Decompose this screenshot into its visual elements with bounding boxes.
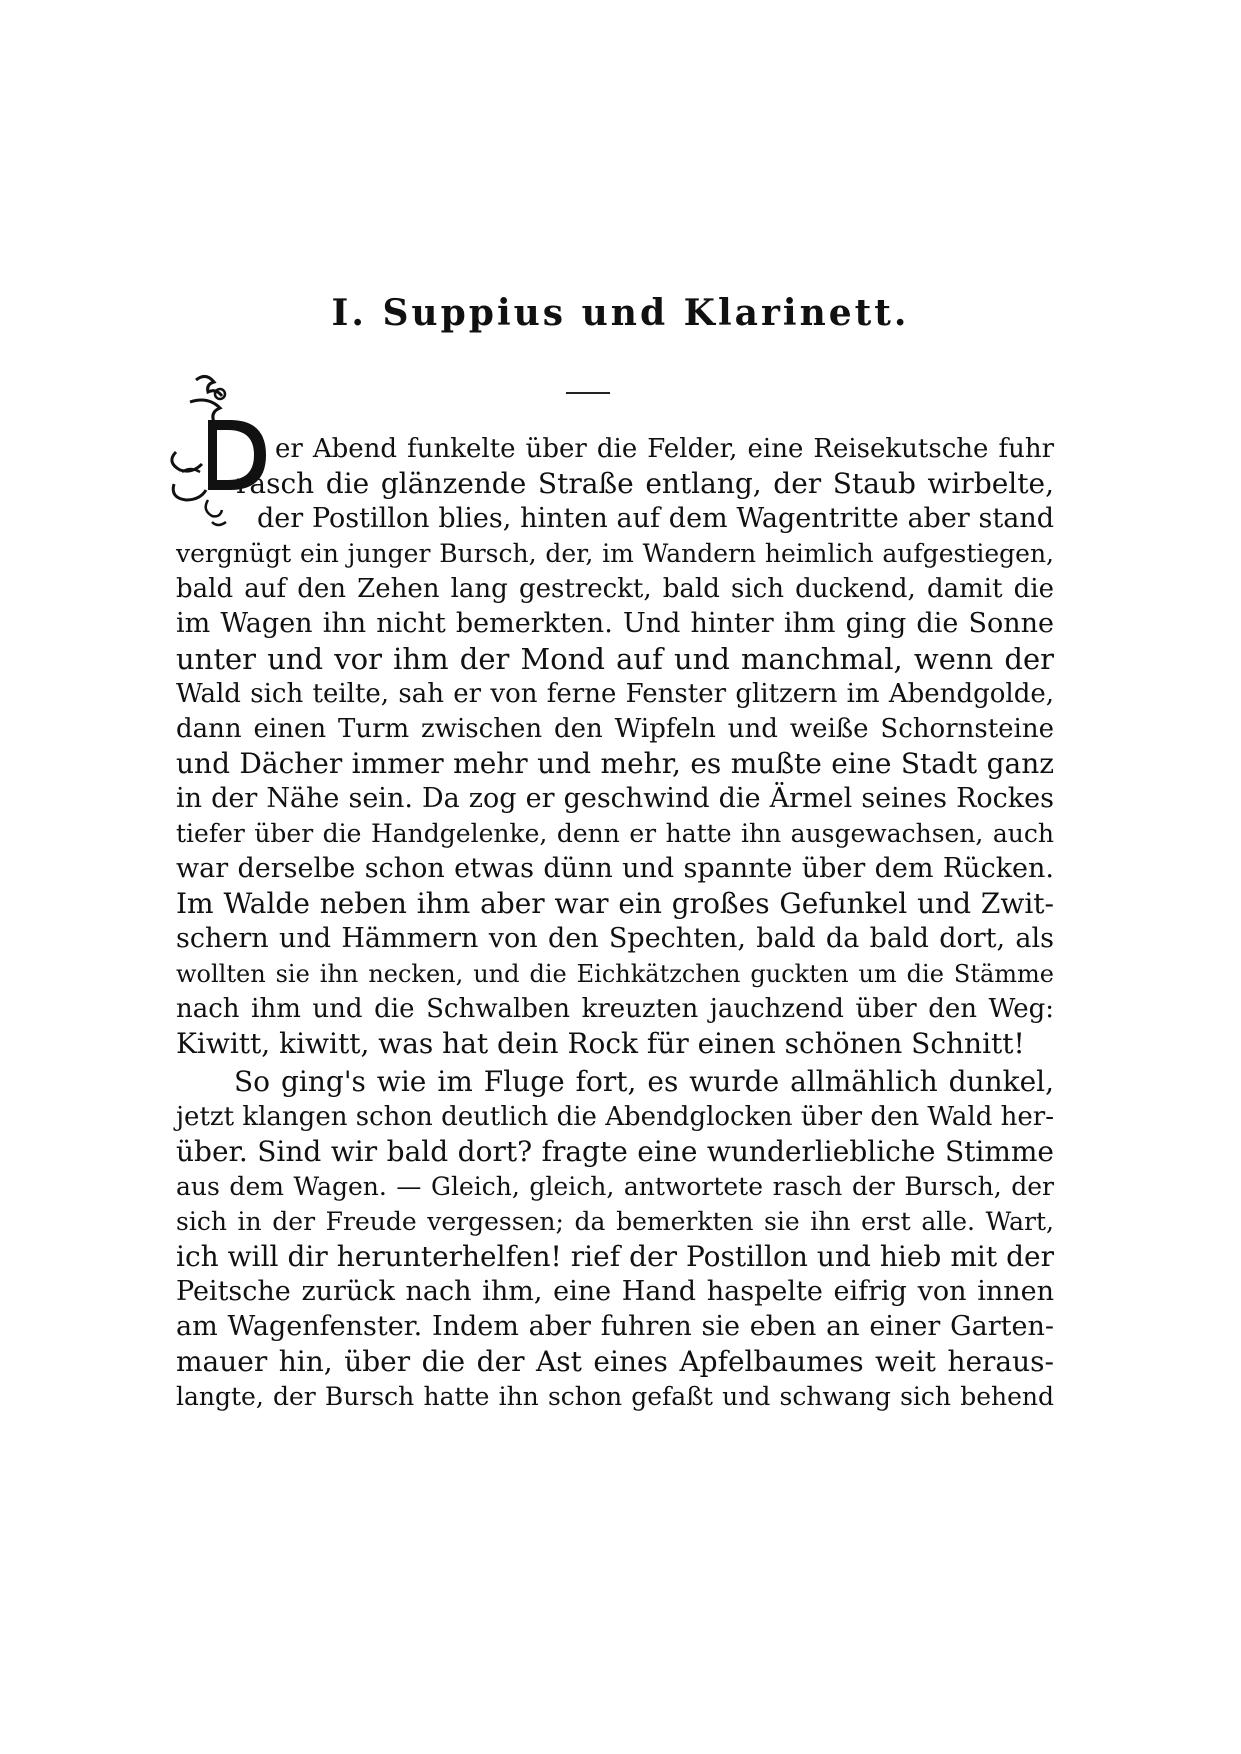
text-line: Wald sich teilte, sah er von ferne Fenster glitzern im Abendgolde, <box>176 679 1054 709</box>
text-line: So ging's wie im Fluge fort, es wurde allmählich dunkel, <box>234 1065 1054 1098</box>
text-line: Kiwitt, kiwitt, was hat dein Rock für einen schönen Schnitt! <box>176 1027 1025 1060</box>
ornamental-initial-d-icon <box>168 372 268 537</box>
text-line: in der Nähe sein. Da zog er geschwind die Ärmel seines Rockes <box>176 783 1054 814</box>
text-line: ich will dir herunterhelfen! rief der Postillon und hieb mit der <box>176 1240 1054 1273</box>
title-rule <box>566 392 610 394</box>
text-line: der Postillon blies, hinten auf dem Wagentritte aber stand <box>257 503 1054 534</box>
chapter-title: I. Suppius und Klarinett. <box>331 292 910 334</box>
text-line: rasch die glänzende Straße entlang, der Staub wirbelte, <box>236 467 1054 500</box>
text-line: schern und Hämmern von den Spechten, bald da bald dort, als <box>176 923 1054 954</box>
text-line: jetzt klangen schon deutlich die Abendglocken über den Wald her- <box>176 1102 1054 1132</box>
text-line: vergnügt ein junger Bursch, der, im Wandern heimlich aufgestiegen, <box>176 539 1054 568</box>
text-line: er Abend funkelte über die Felder, eine Reisekutsche fuhr <box>275 434 1054 464</box>
text-line: nach ihm und die Schwalben kreuzten jauchzend über den Weg: <box>176 994 1054 1024</box>
text-line: wollten sie ihn necken, und die Eichkätzchen guckten um die Stämme <box>176 960 1054 988</box>
text-line: am Wagenfenster. Indem aber fuhren sie eben an einer Garten- <box>176 1311 1054 1342</box>
text-line: über. Sind wir bald dort? fragte eine wunderliebliche Stimme <box>176 1135 1054 1168</box>
text-line: aus dem Wagen. — Gleich, gleich, antwortete rasch der Bursch, der <box>176 1172 1054 1201</box>
text-line: Peitsche zurück nach ihm, eine Hand haspelte eifrig von innen <box>176 1276 1054 1307</box>
text-line: sich in der Freude vergessen; da bemerkten sie ihn erst alle. Wart, <box>176 1207 1054 1236</box>
text-line: dann einen Turm zwischen den Wipfeln und weiße Schornsteine <box>176 714 1054 744</box>
text-line: Im Walde neben ihm aber war ein großes Gefunkel und Zwit- <box>176 887 1054 920</box>
text-line: langte, der Bursch hatte ihn schon gefaßt und schwang sich behend <box>176 1382 1054 1411</box>
text-line: tiefer über die Handgelenke, denn er hatte ihn ausgewachsen, auch <box>176 819 1054 848</box>
text-line: bald auf den Zehen lang gestreckt, bald sich duckend, damit die <box>176 574 1054 604</box>
text-line: mauer hin, über die der Ast eines Apfelbaumes weit heraus- <box>176 1345 1054 1378</box>
text-line: unter und vor ihm der Mond auf und manchmal, wenn der <box>176 642 1054 676</box>
text-line: war derselbe schon etwas dünn und spannte über dem Rücken. <box>176 853 1054 884</box>
text-line: im Wagen ihn nicht bemerkten. Und hinter ihm ging die Sonne <box>176 608 1054 639</box>
text-line: und Dächer immer mehr und mehr, es mußte eine Stadt ganz <box>176 747 1054 780</box>
